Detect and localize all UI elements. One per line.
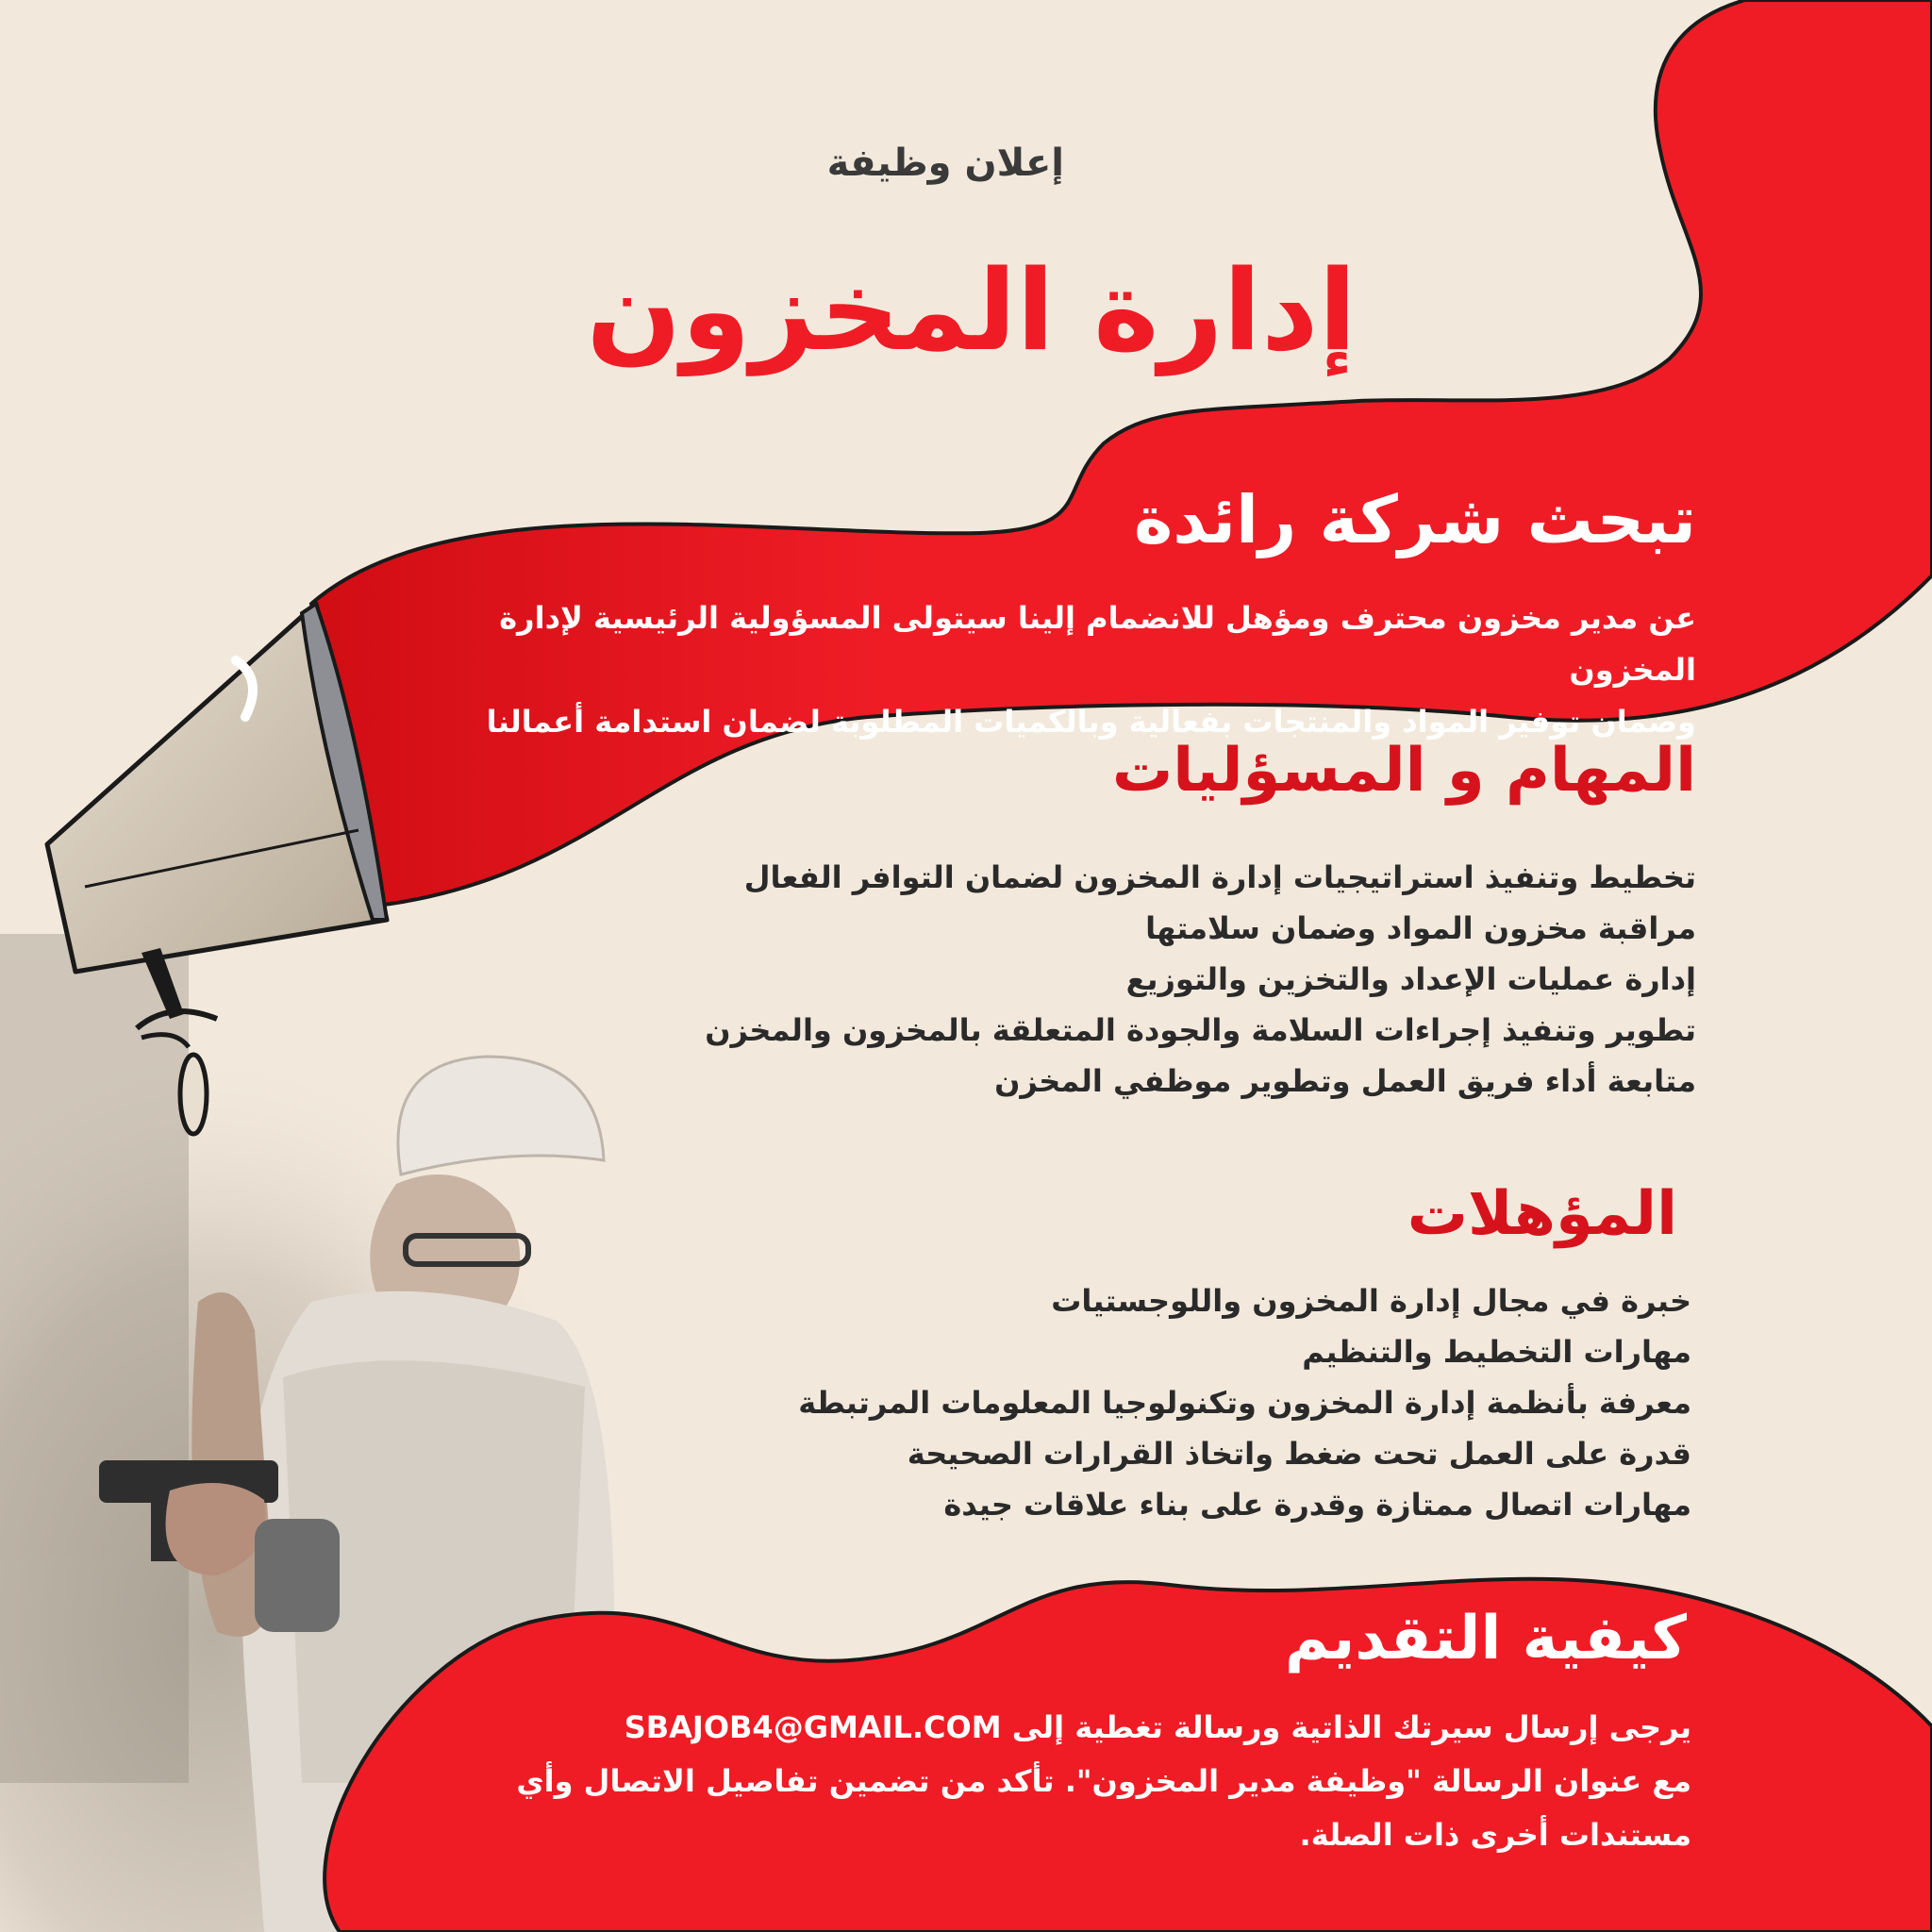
list-item: إدارة عمليات الإعداد والتخزين والتوزيع bbox=[1125, 961, 1696, 997]
list-item: معرفة بأنظمة إدارة المخزون وتكنولوجيا المعلومات المرتبطة bbox=[798, 1385, 1691, 1421]
apply-heading: كيفية التقديم bbox=[1285, 1604, 1687, 1674]
tasks-heading: المهام و المسؤليات bbox=[1111, 736, 1696, 806]
intro-line-2: وضمان توفير المواد والمنتجات بفعالية وبالكميات المطلوبة لضمان استدامة أعمالنا bbox=[486, 704, 1696, 740]
apply-line-1 bbox=[559, 1701, 1691, 1755]
list-item: مهارات اتصال ممتازة وقدرة على بناء علاقات جيدة bbox=[943, 1487, 1691, 1523]
qualifications-list bbox=[559, 1275, 1691, 1530]
intro-text bbox=[451, 592, 1696, 748]
job-announcement-label: إعلان وظيفة bbox=[826, 142, 1064, 185]
intro-heading: تبحث شركة رائدة bbox=[1133, 481, 1696, 558]
page-title: إدارة المخزون bbox=[586, 245, 1357, 375]
apply-line-2: مع عنوان الرسالة "وظيفة مدير المخزون". تأكد من تضمين تفاصيل الاتصال وأي bbox=[516, 1763, 1691, 1799]
list-item: مراقبة مخزون المواد وضمان سلامتها bbox=[1145, 910, 1696, 946]
list-item: متابعة أداء فريق العمل وتطوير موظفي المخزن bbox=[994, 1063, 1696, 1099]
apply-instructions bbox=[516, 1701, 1691, 1862]
list-item: قدرة على العمل تحت ضغط واتخاذ القرارات الصحيحة bbox=[907, 1436, 1691, 1472]
list-item: تطوير وتنفيذ إجراءات السلامة والجودة المتعلقة بالمخزون والمخزن bbox=[705, 1012, 1696, 1048]
apply-line-1-text: يرجى إرسال سيرتك الذاتية ورسالة تغطية إلى bbox=[1011, 1709, 1691, 1745]
email-link[interactable]: SBAJOB4@GMAIL.COM bbox=[624, 1709, 1002, 1745]
list-item: خبرة في مجال إدارة المخزون واللوجستيات bbox=[1051, 1283, 1691, 1319]
list-item: مهارات التخطيط والتنظيم bbox=[1302, 1334, 1691, 1370]
apply-line-3: مستندات أخرى ذات الصلة. bbox=[1299, 1817, 1691, 1853]
tasks-list bbox=[564, 852, 1696, 1107]
qualifications-heading: المؤهلات bbox=[1407, 1179, 1677, 1249]
list-item: تخطيط وتنفيذ استراتيجيات إدارة المخزون لضمان التوافر الفعال bbox=[743, 859, 1696, 895]
intro-line-1: عن مدير مخزون محترف ومؤهل للانضمام إلينا سيتولى المسؤولية الرئيسية لإدارة المخزون bbox=[499, 600, 1696, 688]
